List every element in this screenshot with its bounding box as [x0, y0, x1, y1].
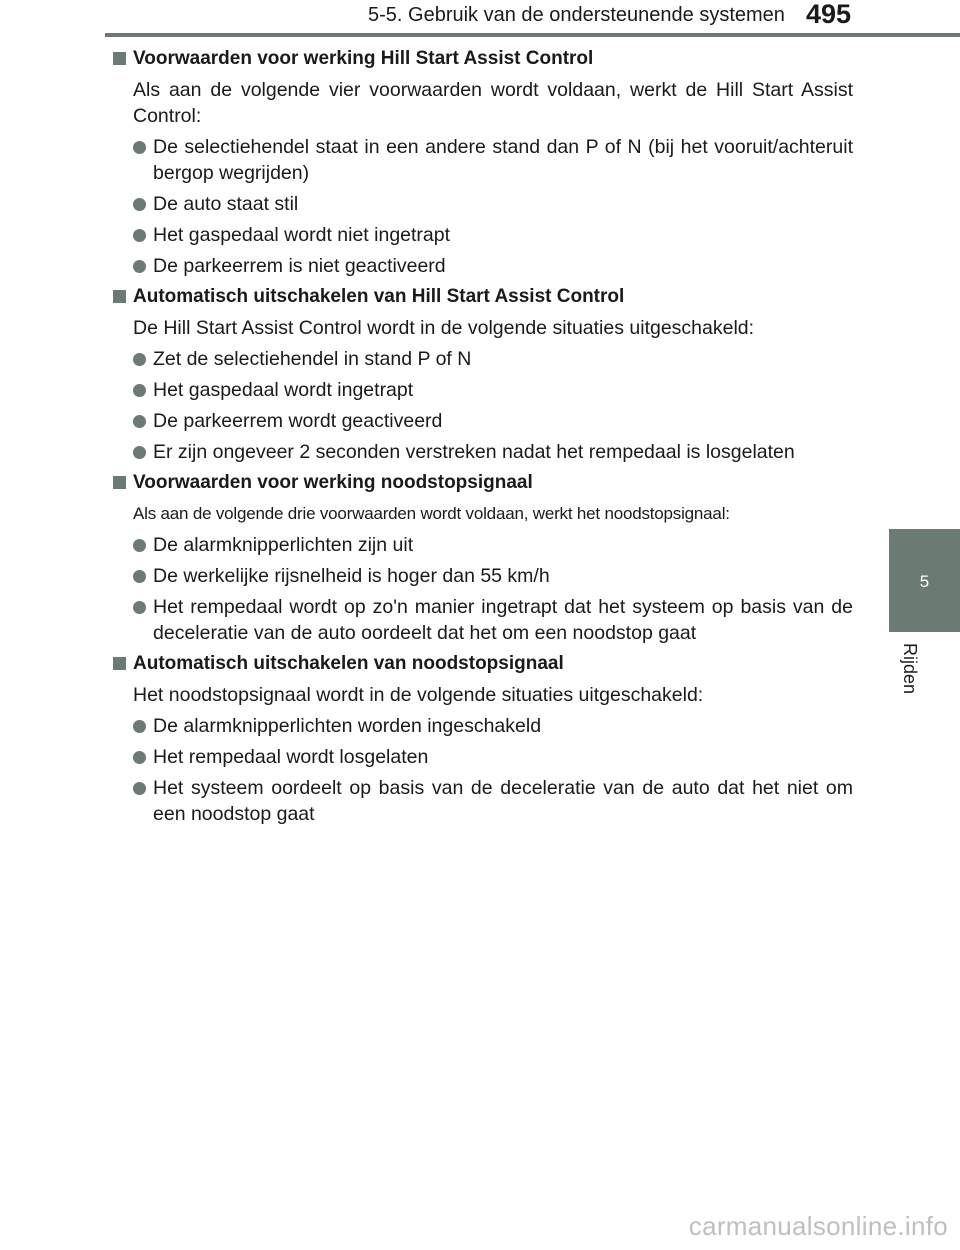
list-item [113, 775, 853, 827]
section-intro: Als aan de volgende vier voorwaarden wordt voldaan, werkt de Hill Start Assist Control: [133, 79, 853, 127]
round-bullet-icon [133, 446, 146, 459]
list-item [113, 713, 853, 739]
chapter-label: Rijden [900, 643, 920, 695]
round-bullet-icon [133, 229, 146, 242]
header-divider [105, 33, 960, 37]
section-emergency-stop-conditions [113, 470, 853, 646]
round-bullet-icon [133, 720, 146, 733]
round-bullet-icon [133, 384, 146, 397]
round-bullet-icon [133, 141, 146, 154]
watermark: carmanualsonline.info [688, 1211, 948, 1241]
list-item-text: Het gaspedaal wordt niet ingetrapt [153, 224, 451, 246]
section-intro: Als aan de volgende drie voorwaarden wordt voldaan, werkt het noodstopsignaal: [133, 504, 730, 523]
list-item-text: Het rempedaal wordt losgelaten [153, 746, 429, 768]
section-title: Automatisch uitschakelen van noodstopsignaal [133, 653, 564, 674]
round-bullet-icon [133, 260, 146, 273]
list-item-text: Het gaspedaal wordt ingetrapt [153, 379, 414, 401]
list-item-text: De auto staat stil [153, 193, 299, 215]
square-bullet-icon [113, 657, 126, 670]
list-item-text: De werkelijke rijsnelheid is hoger dan 55 km/h [153, 565, 550, 587]
section-title: Voorwaarden voor werking noodstopsignaal [133, 472, 533, 493]
list-item-text: De selectiehendel staat in een andere stand dan P of N (bij het vooruit/achteruit bergop wegrijden) [153, 136, 853, 184]
list-item-text: Het systeem oordeelt op basis van de deceleratie van de auto dat het niet om een noodstop gaat [153, 777, 853, 825]
list-item [113, 594, 853, 646]
section-emergency-stop-deactivation [113, 651, 853, 827]
round-bullet-icon [133, 782, 146, 795]
list-item [113, 563, 853, 589]
square-bullet-icon [113, 476, 126, 489]
list-item [113, 439, 853, 465]
page-content [113, 46, 853, 832]
section-hill-start-conditions [113, 46, 853, 279]
page-number: 495 [806, 0, 852, 29]
list-item-text: De parkeerrem wordt geactiveerd [153, 410, 443, 432]
list-item-text: De parkeerrem is niet geactiveerd [153, 255, 446, 277]
section-intro: De Hill Start Assist Control wordt in de volgende situaties uitgeschakeld: [133, 317, 755, 339]
list-item [113, 346, 853, 372]
list-item [113, 744, 853, 770]
list-item [113, 532, 853, 558]
list-item [113, 408, 853, 434]
chapter-tab [889, 529, 960, 632]
list-item-text: Zet de selectiehendel in stand P of N [153, 348, 472, 370]
round-bullet-icon [133, 198, 146, 211]
chapter-number: 5 [919, 572, 930, 591]
list-item [113, 134, 853, 186]
round-bullet-icon [133, 751, 146, 764]
header-section-title: 5-5. Gebruik van de ondersteunende systemen [368, 4, 785, 26]
list-item-text: De alarmknipperlichten worden ingeschakeld [153, 715, 542, 737]
round-bullet-icon [133, 539, 146, 552]
list-item [113, 377, 853, 403]
round-bullet-icon [133, 570, 146, 583]
section-title: Automatisch uitschakelen van Hill Start Assist Control [133, 286, 625, 307]
round-bullet-icon [133, 415, 146, 428]
round-bullet-icon [133, 601, 146, 614]
section-title: Voorwaarden voor werking Hill Start Assist Control [133, 48, 594, 69]
list-item-text: De alarmknipperlichten zijn uit [153, 534, 414, 556]
section-intro: Het noodstopsignaal wordt in de volgende situaties uitgeschakeld: [133, 684, 704, 706]
list-item [113, 191, 853, 217]
square-bullet-icon [113, 52, 126, 65]
square-bullet-icon [113, 290, 126, 303]
list-item-text: Het rempedaal wordt op zo'n manier ingetrapt dat het systeem op basis van de deceleratie van de auto oordeelt dat het om een noodstop gaat [153, 596, 853, 644]
section-hill-start-deactivation [113, 284, 853, 465]
list-item [113, 222, 853, 248]
round-bullet-icon [133, 353, 146, 366]
list-item-text: Er zijn ongeveer 2 seconden verstreken nadat het rempedaal is losgelaten [153, 441, 795, 463]
list-item [113, 253, 853, 279]
